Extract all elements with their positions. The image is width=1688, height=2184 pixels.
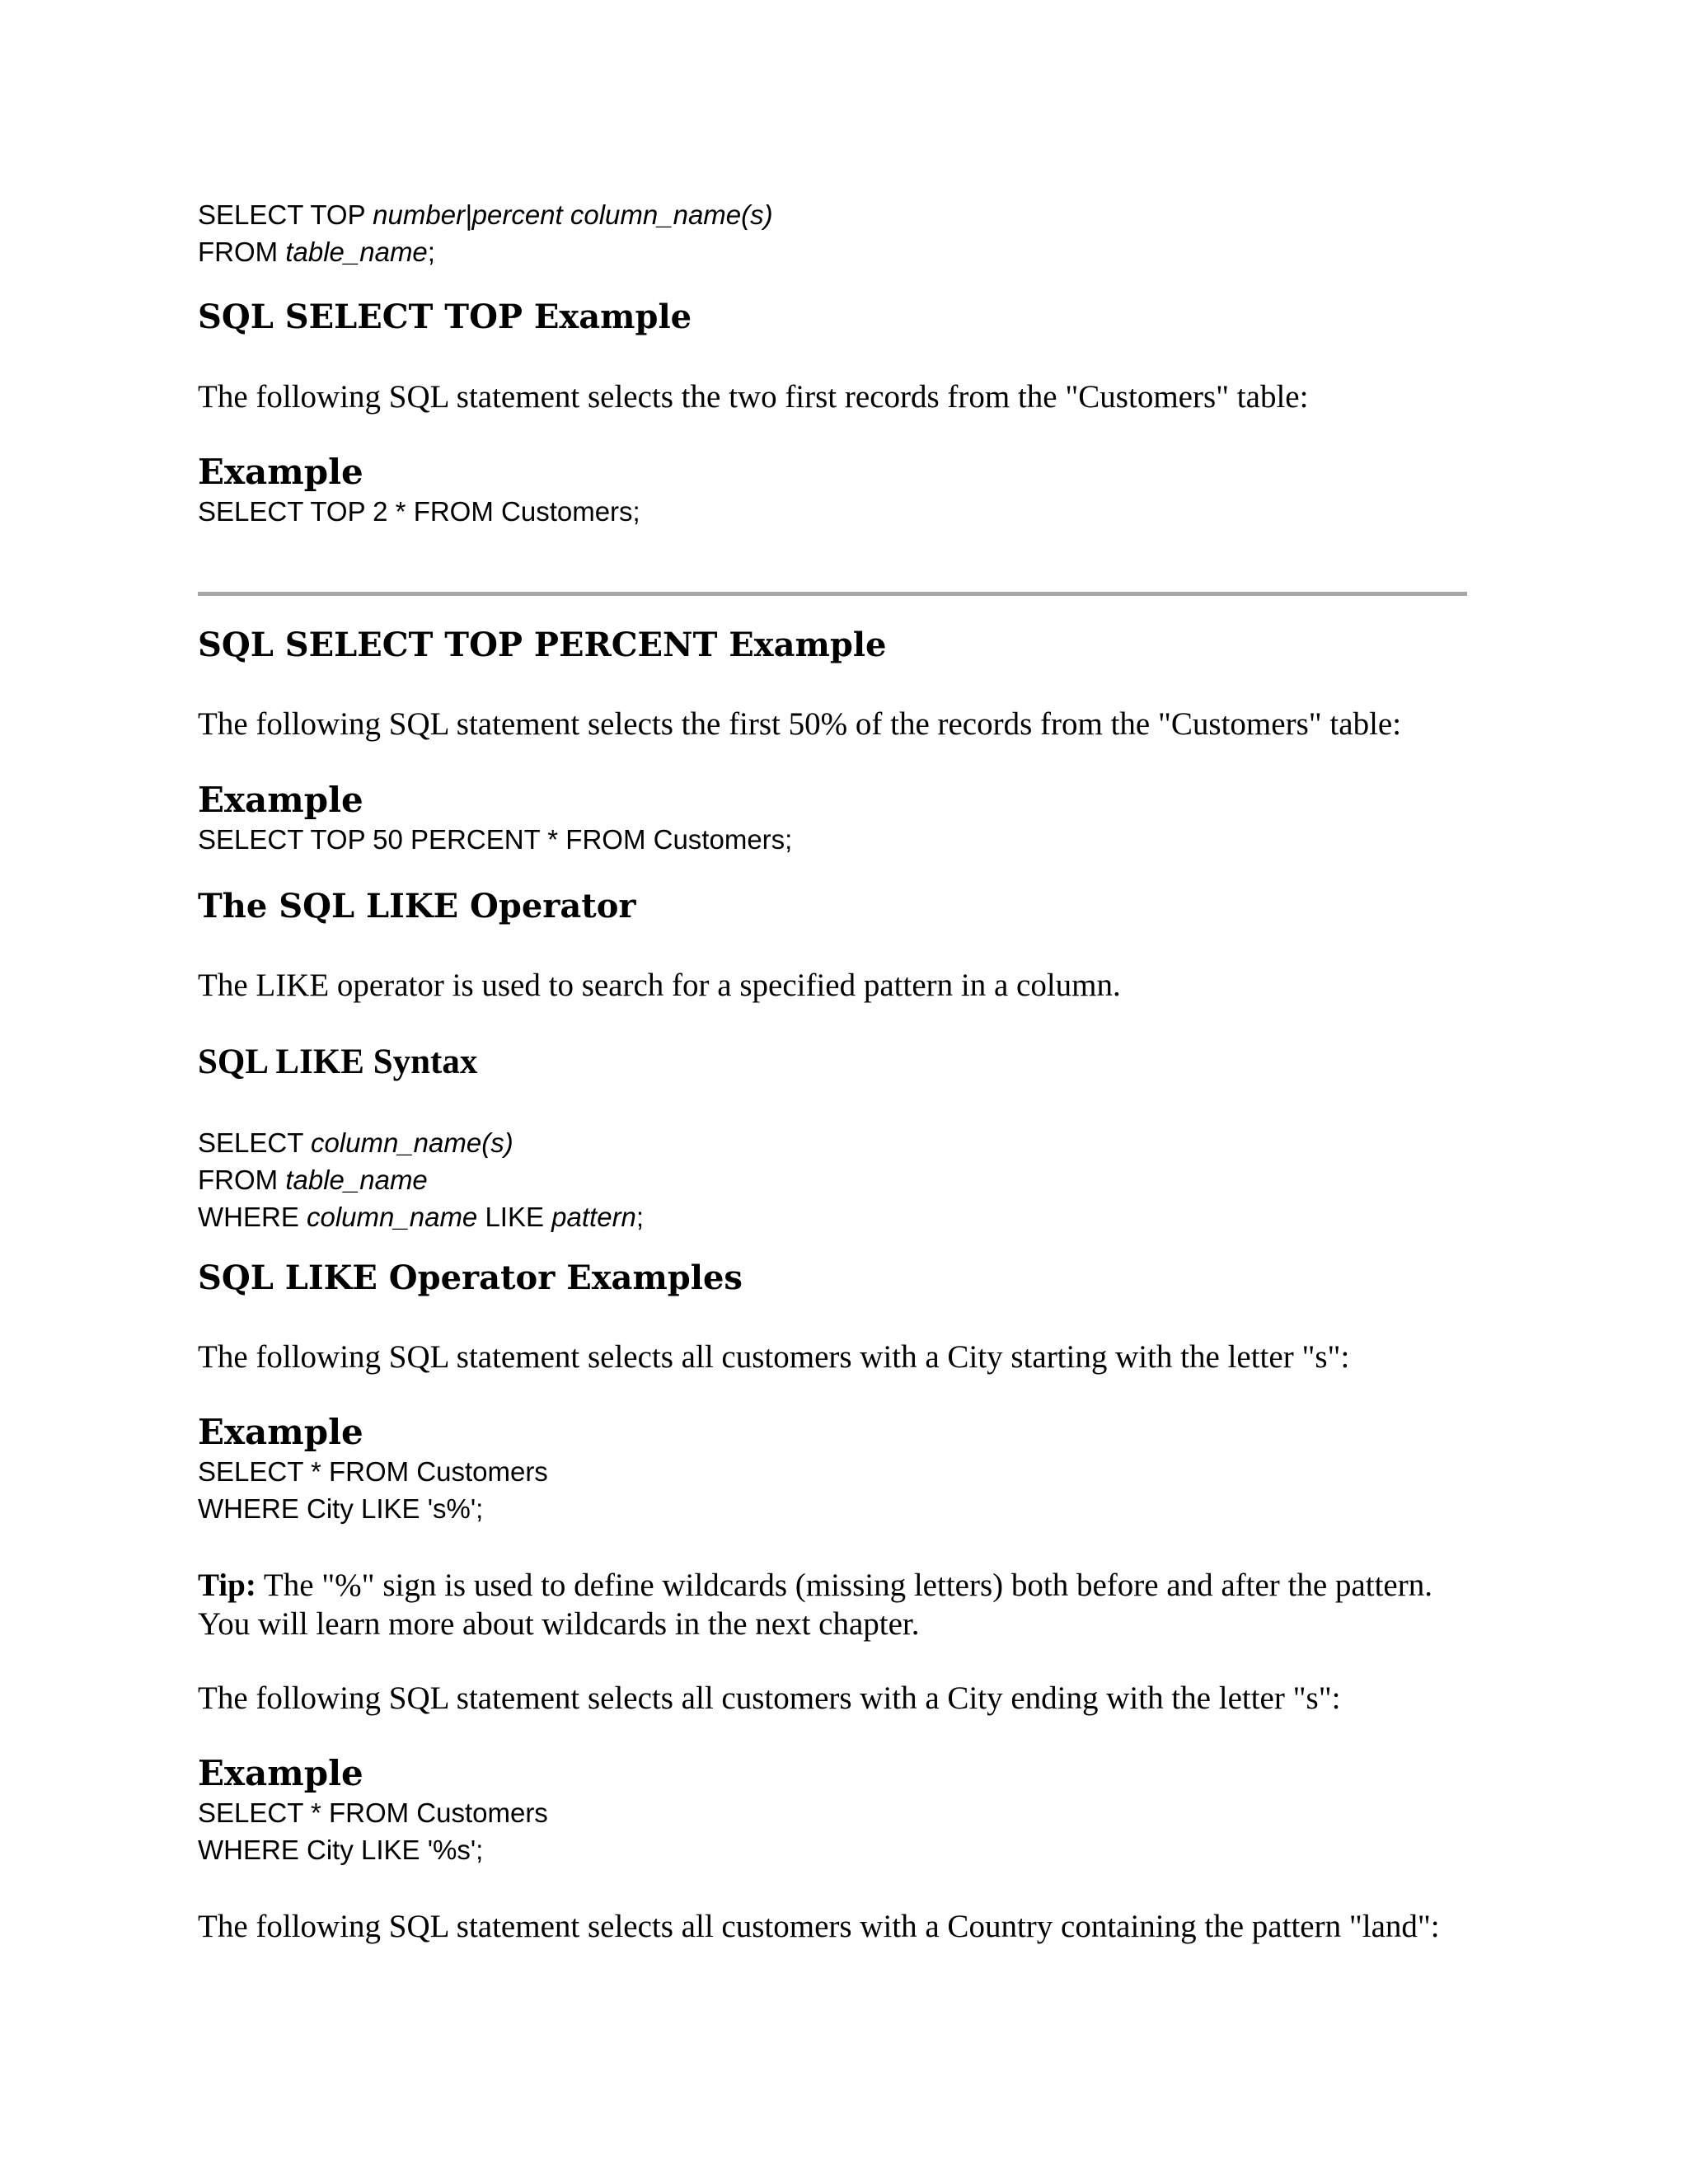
example-label: Example (198, 1753, 363, 1793)
syntax-keyword: SELECT TOP (198, 199, 373, 230)
section-heading: SQL SELECT TOP Example (198, 298, 692, 336)
select-top-syntax (198, 196, 773, 270)
syntax-terminator: ; (427, 237, 435, 267)
code-line: SELECT TOP 50 PERCENT * FROM Customers; (198, 824, 793, 855)
section-description: The following SQL statement selects the first 50% of the records from the "Customers" table: (198, 706, 1402, 742)
syntax-argument: column_name(s) (310, 1127, 513, 1158)
code-line: SELECT TOP 2 * FROM Customers; (198, 496, 640, 527)
code-line: WHERE City LIKE '%s'; (198, 1835, 484, 1865)
syntax-terminator: ; (635, 1202, 645, 1232)
syntax-argument: table_name (285, 237, 428, 267)
example-code (198, 493, 640, 530)
syntax-line (198, 1198, 644, 1235)
syntax-keyword: LIKE (477, 1202, 552, 1232)
section-heading: The SQL LIKE Operator (198, 887, 636, 926)
syntax-argument: table_name (285, 1165, 428, 1195)
syntax-line (198, 233, 773, 270)
tip-text: The "%" sign is used to define wildcards (missing letters) both before and after the pattern. (256, 1568, 1432, 1603)
section-description: The following SQL statement selects the two first records from the "Customers" table: (198, 379, 1309, 415)
syntax-keyword: FROM (198, 1165, 286, 1195)
section-description: The following SQL statement selects all customers with a City starting with the letter "s": (198, 1339, 1350, 1375)
syntax-keyword: SELECT (198, 1127, 311, 1158)
section-heading: SQL LIKE Syntax (198, 1043, 478, 1081)
syntax-keyword: WHERE (198, 1202, 307, 1232)
example-label: Example (198, 780, 363, 820)
example-label: Example (198, 1412, 363, 1452)
section-heading: SQL SELECT TOP PERCENT Example (198, 626, 887, 664)
syntax-keyword: FROM (198, 237, 286, 267)
syntax-line (198, 196, 773, 233)
section-heading: SQL LIKE Operator Examples (198, 1258, 743, 1297)
syntax-line (198, 1161, 644, 1198)
syntax-argument: number|percent column_name(s) (373, 199, 773, 230)
section-description: The LIKE operator is used to search for a specified pattern in a column. (198, 968, 1121, 1003)
syntax-argument: column_name (307, 1202, 478, 1232)
section-divider (198, 592, 1467, 596)
example-label: Example (198, 452, 363, 492)
section-description: The following SQL statement selects all customers with a Country containing the pattern "land": (198, 1909, 1440, 1944)
tip-line (198, 1566, 1432, 1605)
code-line: SELECT * FROM Customers (198, 1456, 548, 1487)
section-description: The following SQL statement selects all customers with a City ending with the letter "s": (198, 1680, 1341, 1716)
syntax-argument: pattern (551, 1202, 636, 1232)
syntax-line (198, 1124, 644, 1161)
example-code (198, 1794, 548, 1868)
example-code (198, 821, 792, 858)
tip-label: Tip: (198, 1568, 256, 1603)
tip-paragraph (198, 1566, 1432, 1643)
tip-line: You will learn more about wildcards in the next chapter. (198, 1606, 920, 1642)
like-syntax (198, 1124, 644, 1235)
code-line: SELECT * FROM Customers (198, 1797, 548, 1828)
code-line: WHERE City LIKE 's%'; (198, 1493, 484, 1524)
example-code (198, 1453, 548, 1527)
